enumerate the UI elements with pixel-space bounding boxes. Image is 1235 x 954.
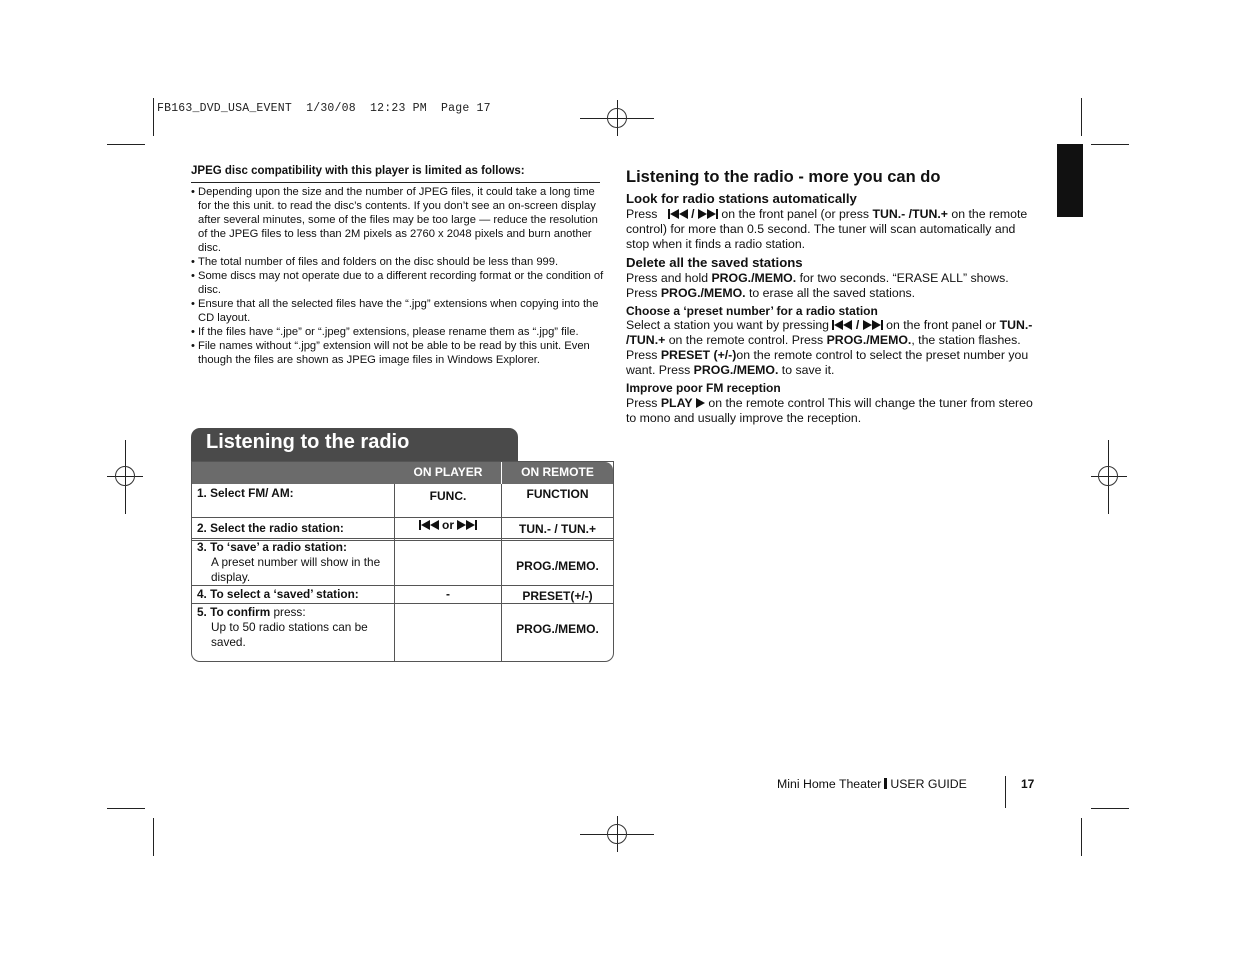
remote-cell: PRESET(+/-) <box>522 589 593 603</box>
section-tab <box>1057 144 1083 217</box>
list-item: • Some discs may not operate due to a different recording format or the condition of disc. <box>191 269 606 297</box>
fm-paragraph: Press PLAY on the remote control This will change the tuner from stereo to mono and usually improve the reception. <box>626 396 1033 425</box>
footer-title: Mini Home Theater USER GUIDE <box>777 777 967 791</box>
jpeg-bullet-list <box>191 185 606 367</box>
list-item: • The total number of files and folders on the disc should be less than 999. <box>191 255 606 269</box>
col-header-remote: ON REMOTE <box>521 465 594 479</box>
crop-mark <box>1081 98 1082 136</box>
delete-paragraph: Press and hold PROG./MEMO. for two seconds. “ERASE ALL” shows. Press PROG./MEMO. to erase all the saved stations. <box>626 271 1009 300</box>
table-row: 2. Select the radio station: <box>197 521 344 535</box>
table-row: 1. Select FM/ AM: <box>197 486 294 500</box>
auto-heading: Look for radio stations automatically <box>626 191 857 206</box>
crop-mark <box>1091 144 1129 145</box>
skip-forward-icon <box>457 520 477 530</box>
skip-back-icon <box>419 520 439 530</box>
crop-mark <box>153 98 154 136</box>
radio-table <box>191 461 614 662</box>
remote-cell: PROG./MEMO. <box>516 559 599 573</box>
preset-heading: Choose a ‘preset number’ for a radio station <box>626 304 878 318</box>
more-section-title: Listening to the radio - more you can do <box>626 168 941 186</box>
play-icon <box>696 398 705 408</box>
list-item: • Ensure that all the selected files have the “.jpg” extensions when copying into the CD layout. <box>191 297 606 325</box>
skip-back-icon <box>668 209 688 219</box>
jpeg-section-title: JPEG disc compatibility with this player is limited as follows: <box>191 165 525 177</box>
crop-mark <box>1081 818 1082 856</box>
crop-mark <box>107 144 145 145</box>
divider <box>191 182 600 183</box>
page-number: 17 <box>1021 777 1035 791</box>
remote-cell: TUN.- / TUN.+ <box>519 522 596 536</box>
skip-forward-icon <box>698 209 718 219</box>
auto-paragraph: Press / on the front panel (or press TUN.- /TUN.+ on the remote control) for more than 0.5 second. The tuner will scan automatically and stop when it finds a radio station. <box>626 207 1028 251</box>
player-cell: FUNC. <box>429 489 467 503</box>
list-item: • Depending upon the size and the number of JPEG files, it could take a long time for the this unit. to read the disc’s contents. If you don’t see an on-screen display after several minutes, some of the files may be too large — reduce the resolution of the JPEG files to less than 2M pixels as 2760 x 2048 pixels and burn another disc. <box>191 185 606 255</box>
radio-section-title: Listening to the radio <box>191 428 518 464</box>
table-row: 3. To ‘save’ a radio station: A preset number will show in the display. <box>197 540 381 584</box>
player-cell: or <box>395 518 501 532</box>
table-row: 4. To select a ‘saved’ station: <box>197 587 359 601</box>
crop-mark <box>107 808 145 809</box>
player-cell: - <box>446 587 450 601</box>
remote-cell: FUNCTION <box>526 487 589 501</box>
skip-back-icon <box>832 320 852 330</box>
delete-heading: Delete all the saved stations <box>626 255 803 270</box>
list-item: • File names without “.jpg” extension will not be able to be read by this unit. Even though the files are shown as JPEG image files in Windows Explorer. <box>191 339 606 367</box>
remote-cell: PROG./MEMO. <box>516 622 599 636</box>
list-item: • If the files have “.jpe” or “.jpeg” extensions, please rename them as “.jpg” file. <box>191 325 606 339</box>
skip-forward-icon <box>863 320 883 330</box>
crop-mark <box>153 818 154 856</box>
separator-bar <box>884 778 887 789</box>
divider <box>1005 776 1006 808</box>
preset-paragraph: Select a station you want by pressing / on the front panel or TUN.- /TUN.+ on the remote control. Press PROG./MEMO., the station flashes. Press PRESET (+/-)on the remote control to select the preset number you want. Press PROG./MEMO. to save it. <box>626 318 1033 377</box>
print-header: FB163_DVD_USA_EVENT 1/30/08 12:23 PM Page 17 <box>157 102 491 115</box>
table-row: 5. To confirm press: Up to 50 radio stations can be saved. <box>197 605 368 649</box>
crop-mark <box>1091 808 1129 809</box>
col-header-player: ON PLAYER <box>413 465 483 479</box>
fm-heading: Improve poor FM reception <box>626 381 781 395</box>
